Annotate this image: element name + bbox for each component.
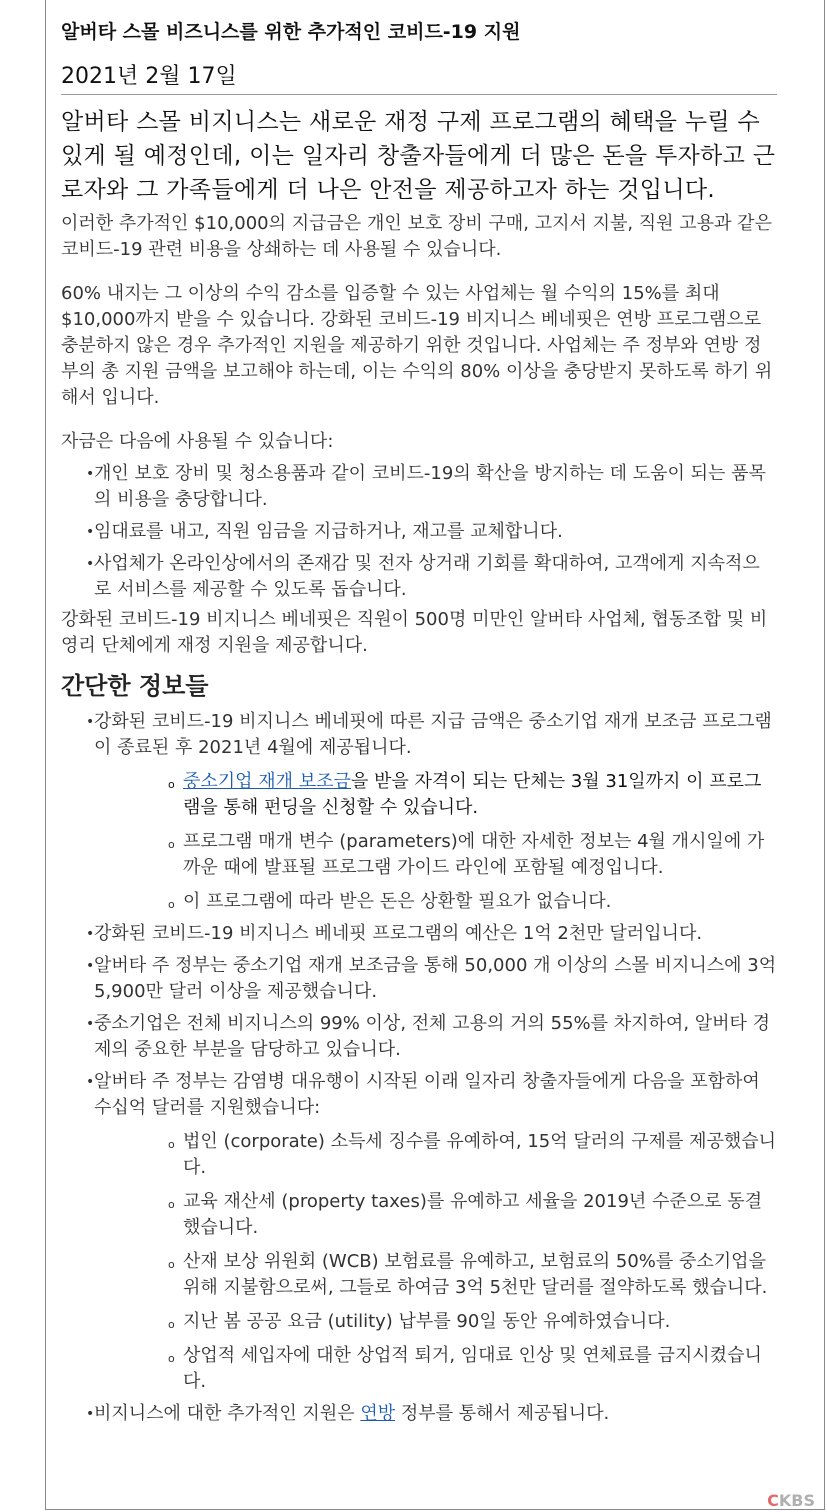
list-item: • 알버타 주 정부는 중소기업 재개 보조금을 통해 50,000 개 이상의 스몰 비지니스에 3억 5,900만 달러 이상을 제공했습니다. (61, 953, 777, 1005)
article-title: 알버타 스몰 비즈니스를 위한 추가적인 코비드-19 지원 (61, 21, 521, 43)
list-item (61, 1069, 777, 1395)
paragraph-eligibility: 60% 내지는 그 이상의 수익 감소를 입증할 수 있는 사업체는 월 수익의 15%를 최대 $10,000까지 받을 수 있습니다. 강화된 코비드-19 비지니스 베네핏은 연방 프로그램으로 충분하지 않은 경우 추가적인 지원을 제공하기 위한 것입니다. 사업체는 주 정부와 연방 정부의 총 지원 금액을 보고해야 하는데, 이는 수익의 80% 이상을 충당받지 못하도록 하기 위해서 입니다. (61, 283, 773, 408)
list-item: • 개인 보호 장비 및 청소용품과 같이 코비드-19의 확산을 방지하는 데 도움이 되는 품목의 비용을 충당합니다. (61, 461, 777, 513)
paragraph-benefit-scope: 강화된 코비드-19 비지니스 베네핏은 직원이 500명 미만인 알버타 사업체, 협동조합 및 비영리 단체에게 재정 지원을 제공합니다. (61, 609, 768, 656)
article (61, 0, 777, 1427)
list-item: o 상업적 세입자에 대한 상업적 퇴거, 임대료 인상 및 연체료를 금지시켰습니다. (94, 1343, 777, 1395)
relaunch-grant-link[interactable]: 중소기업 재개 보조금 (183, 771, 351, 792)
paragraph-uses-intro: 자금은 다음에 사용될 수 있습니다: (61, 431, 334, 452)
list-item (61, 709, 777, 915)
watermark-rest: KBS (778, 1491, 815, 1510)
fact-text: 알버타 주 정부는 감염병 대유행이 시작된 이래 일자리 창출자들에게 다음을 포함하여 수십억 달러를 지원했습니다: (94, 1071, 760, 1118)
list-item: o 지난 봄 공공 요금 (utility) 납부를 90일 동안 유예하였습니다. (94, 1309, 777, 1335)
list-item: o 법인 (corporate) 소득세 징수를 유예하여, 15억 달러의 구제를 제공했습니다. (94, 1129, 777, 1181)
lead-paragraph: 알버타 스몰 비지니스는 새로운 재정 구제 프로그램의 혜택을 누릴 수 있게 될 예정인데, 이는 일자리 창출자들에게 더 많은 돈을 투자하고 근로자와 그 가족들에게 더 나은 안전을 제공하고자 하는 것입니다. (61, 109, 776, 203)
fact-text: 비지니스에 대한 추가적인 지원은 (94, 1403, 361, 1424)
watermark-c: C (767, 1491, 779, 1510)
article-date: 2021년 2월 17일 (61, 62, 777, 95)
list-item: o 프로그램 매개 변수 (parameters)에 대한 자세한 정보는 4월 개시일에 가까운 때에 발표될 프로그램 가이드 라인에 포함될 예정입니다. (94, 829, 777, 881)
list-item (61, 1401, 777, 1427)
facts-sublist (94, 1129, 777, 1395)
uses-list (61, 461, 777, 603)
facts-list (61, 709, 777, 1427)
list-item: • 임대료를 내고, 직원 임금을 지급하거나, 재고를 교체합니다. (61, 519, 777, 545)
list-item: • 중소기업은 전체 비지니스의 99% 이상, 전체 고용의 거의 55%를 차지하여, 알버타 경제의 중요한 부분을 담당하고 있습니다. (61, 1011, 777, 1063)
list-item: • 사업체가 온라인상에서의 존재감 및 전자 상거래 기회를 확대하여, 고객에게 지속적으로 서비스를 제공할 수 있도록 돕습니다. (61, 551, 777, 603)
broadcaster-watermark (767, 1491, 815, 1510)
section-heading-quick-facts: 간단한 정보들 (61, 672, 209, 700)
facts-sublist (94, 769, 777, 915)
list-item: o 교육 재산세 (property taxes)를 유예하고 세율을 2019년 수준으로 동결했습니다. (94, 1189, 777, 1241)
fact-text: 강화된 코비드-19 비지니스 베네핏에 따른 지급 금액은 중소기업 재개 보조금 프로그램이 종료된 후 2021년 4월에 제공됩니다. (94, 711, 772, 758)
federal-link[interactable]: 연방 (360, 1403, 396, 1424)
list-item: • 강화된 코비드-19 비지니스 베네핏 프로그램의 예산은 1억 2천만 달러입니다. (61, 921, 777, 947)
list-item: o 이 프로그램에 따라 받은 돈은 상환할 필요가 없습니다. (94, 889, 777, 915)
fact-text: 정부를 통해서 제공됩니다. (395, 1403, 610, 1424)
paragraph-payment: 이러한 추가적인 $10,000의 지급금은 개인 보호 장비 구매, 고지서 지불, 직원 고용과 같은 코비드-19 관련 비용을 상쇄하는 데 사용될 수 있습니다. (61, 213, 772, 260)
list-item: o 산재 보상 위원회 (WCB) 보험료를 유예하고, 보험료의 50%를 중소기업을 위해 지불함으로써, 그들로 하여금 3억 5천만 달러를 절약하도록 했습니다. (94, 1249, 777, 1301)
fact-text: 을 받을 자격이 되는 단체는 3월 31일까지 이 프로그램을 통해 펀딩을 신청할 수 있습니다. (183, 771, 762, 818)
list-item (94, 769, 777, 821)
